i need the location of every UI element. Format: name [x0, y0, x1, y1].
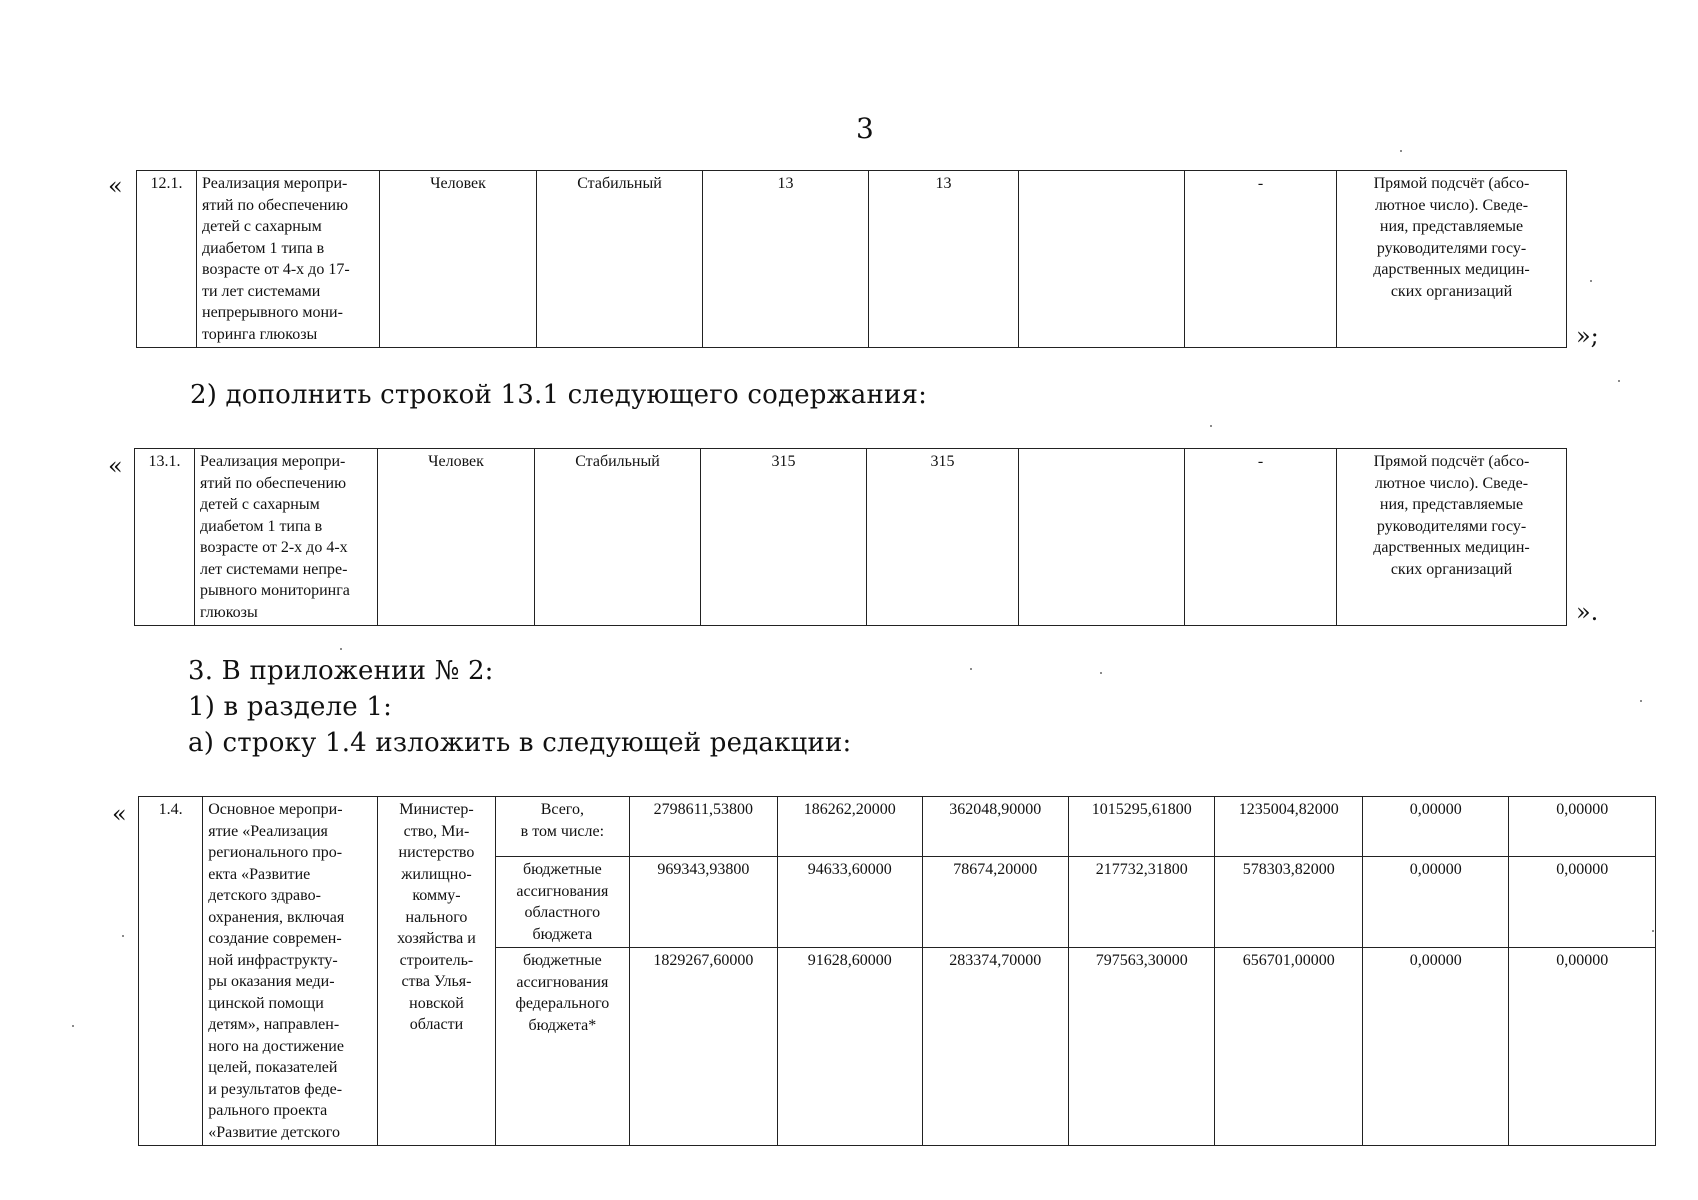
- federal-value: 1829267,60000: [629, 948, 777, 1146]
- regional-value: 78674,20000: [922, 857, 1068, 948]
- indicator-table-12-1: [136, 170, 1567, 348]
- heading-add-row: 2) дополнить строкой 13.1 следующего содержания:: [190, 380, 928, 410]
- value-1: 315: [701, 449, 867, 626]
- total-value: 2798611,53800: [629, 797, 777, 857]
- source-total: Всего, в том числе:: [496, 797, 629, 857]
- quote-close-1: »;: [1576, 322, 1599, 350]
- total-value: 186262,20000: [778, 797, 922, 857]
- total-value: 362048,90000: [922, 797, 1068, 857]
- value-3: [1019, 449, 1185, 626]
- scan-speck: [1640, 700, 1642, 702]
- scan-speck: [970, 668, 972, 670]
- value-4: -: [1185, 449, 1337, 626]
- quote-close-2: ».: [1576, 598, 1599, 626]
- funding-table-1-4: [138, 796, 1656, 1146]
- federal-value: 0,00000: [1362, 948, 1508, 1146]
- total-value: 0,00000: [1362, 797, 1508, 857]
- dynamics-type: Стабильный: [535, 449, 701, 626]
- federal-value: 0,00000: [1509, 948, 1656, 1146]
- heading-row-edit: а) строку 1.4 изложить в следующей редакции:: [188, 728, 852, 758]
- value-1: 13: [703, 171, 869, 348]
- scan-speck: [1590, 280, 1592, 282]
- calculation-method: Прямой подсчёт (абсо- лютное число). Сведе- ния, представляемые руководителями госу- дарственных медицин- ских организаций: [1337, 171, 1567, 348]
- federal-value: 283374,70000: [922, 948, 1068, 1146]
- value-3: [1019, 171, 1185, 348]
- scan-speck: [122, 935, 124, 937]
- page-number: 3: [856, 112, 874, 145]
- regional-value: 0,00000: [1509, 857, 1656, 948]
- dynamics-type: Стабильный: [537, 171, 703, 348]
- regional-value: 0,00000: [1362, 857, 1508, 948]
- source-federal: бюджетные ассигнования федерального бюджета*: [496, 948, 629, 1146]
- quote-open-1: «: [108, 172, 123, 200]
- value-2: 13: [869, 171, 1019, 348]
- quote-open-3: «: [112, 800, 127, 828]
- row-number: 13.1.: [135, 449, 195, 626]
- value-4: -: [1185, 171, 1337, 348]
- scan-speck: [72, 1025, 74, 1027]
- executor: Министер- ство, Ми- нистерство жилищно- комму- нального хозяйства и строитель- ства Улья- новской области: [377, 797, 495, 1146]
- value-2: 315: [867, 449, 1019, 626]
- scan-speck: [1618, 380, 1620, 382]
- scan-speck: [1100, 672, 1102, 674]
- scan-speck: [340, 648, 342, 650]
- regional-value: 217732,31800: [1069, 857, 1215, 948]
- regional-value: 969343,93800: [629, 857, 777, 948]
- measure-name: Основное меропри- ятие «Реализация регионального про- екта «Развитие детского здраво- охранения, включая создание современ- ной инфраструкту- ры оказания меди- цинской помощи детям», направлен- ного на достижение целей, показателей и результатов феде- рального проекта «Развитие детского: [203, 797, 378, 1146]
- source-regional: бюджетные ассигнования областного бюджета: [496, 857, 629, 948]
- total-value: 1015295,61800: [1069, 797, 1215, 857]
- row-number: 12.1.: [137, 171, 197, 348]
- scan-speck: [1652, 930, 1654, 932]
- scan-speck: [1210, 425, 1212, 427]
- heading-section: 1) в разделе 1:: [188, 692, 393, 722]
- indicator-name: Реализация меропри- ятий по обеспечению детей с сахарным диабетом 1 типа в возрасте от 2-х до 4-х лет системами непре- рывного мониторинга глюкозы: [195, 449, 378, 626]
- scan-speck: [1400, 150, 1402, 152]
- total-value: 0,00000: [1509, 797, 1656, 857]
- unit: Человек: [378, 449, 535, 626]
- federal-value: 656701,00000: [1215, 948, 1362, 1146]
- unit: Человек: [380, 171, 537, 348]
- quote-open-2: «: [108, 452, 123, 480]
- row-number: 1.4.: [139, 797, 203, 1146]
- heading-appendix: 3. В приложении № 2:: [188, 656, 494, 686]
- federal-value: 797563,30000: [1069, 948, 1215, 1146]
- total-value: 1235004,82000: [1215, 797, 1362, 857]
- regional-value: 578303,82000: [1215, 857, 1362, 948]
- regional-value: 94633,60000: [778, 857, 922, 948]
- calculation-method: Прямой подсчёт (абсо- лютное число). Сведе- ния, представляемые руководителями госу- дарственных медицин- ских организаций: [1337, 449, 1567, 626]
- federal-value: 91628,60000: [778, 948, 922, 1146]
- indicator-name: Реализация меропри- ятий по обеспечению детей с сахарным диабетом 1 типа в возрасте от 4-х до 17- ти лет системами непрерывного мони- торинга глюкозы: [197, 171, 380, 348]
- indicator-table-13-1: [134, 448, 1567, 626]
